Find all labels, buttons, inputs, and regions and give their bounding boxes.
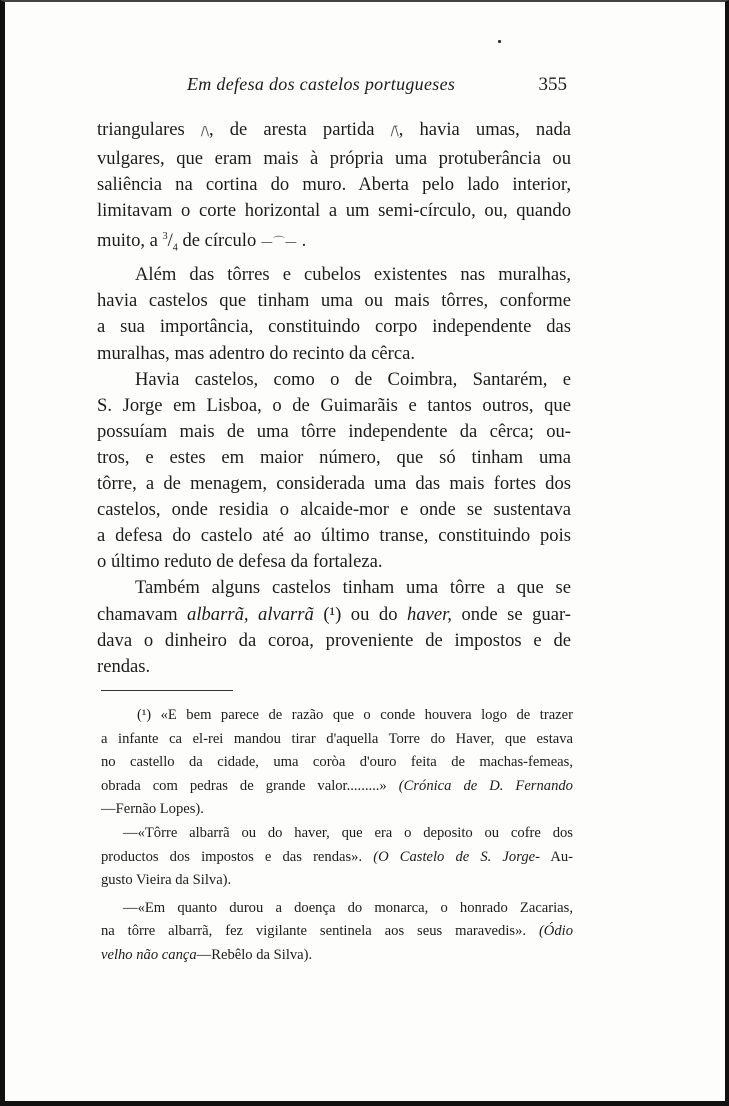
text-line: havia castelos que tinham uma ou mais tôrres, conforme	[97, 290, 571, 312]
note-line: —«Tôrre albarrã ou do haver, que era o deposito ou cofre dos	[123, 824, 573, 841]
triangle-symbol: /\	[200, 124, 209, 138]
running-head	[95, 74, 567, 102]
text-line: tôrre, a de menagem, considerada uma das mais fortes dos	[97, 473, 571, 495]
text-line: rendas.	[97, 655, 151, 677]
note-line: no castello da cidade, uma coròa d'ouro feita de machas-femeas,	[101, 754, 573, 771]
note-line: —Fernão Lopes).	[101, 801, 204, 818]
text-line: o último reduto de defesa da fortaleza.	[97, 551, 383, 573]
paragraph-1	[97, 115, 571, 262]
fraction: $^3/_4$	[162, 230, 178, 255]
paragraph-4	[97, 575, 571, 679]
running-title: Em defesa dos castelos portugueses	[187, 74, 456, 94]
speck	[498, 40, 501, 43]
text-line: a defesa do castelo até ao último transe, constituindo pois	[97, 525, 571, 547]
text-line: tros, e estes em maior número, que só tinham uma	[97, 446, 571, 468]
text-line: triangulares /\, de aresta partida /\̄, havia umas, nada	[97, 119, 572, 140]
note-line: obrada com pedras de grande valor.........» (Crónica de D. Fernando	[101, 777, 573, 794]
text-line: castelos, onde residia o alcaide-mor e onde se sustentava	[97, 499, 571, 521]
text-line: dava o dinheiro da coroa, proveniente de impostos e de	[97, 629, 571, 651]
arc-symbol: —⌒—	[260, 235, 297, 250]
text-line: a sua importância, constituindo corpo independente das	[97, 316, 571, 338]
note-line: (¹) «E bem parece de razão que o conde houvera logo de trazer	[137, 707, 573, 723]
footnote-2	[101, 822, 573, 893]
page-number: 355	[538, 74, 567, 95]
text-line: saliência na cortina do muro. Aberta pelo lado interior,	[97, 174, 571, 196]
partida-symbol: /\̄	[390, 124, 399, 138]
note-line: a infante ca el-rei mandou tirar d'aquella Torre do Haver, que estava	[101, 730, 573, 747]
text-line: chamavam albarrã, alvarrã (¹) ou do haver, onde se guar-	[97, 603, 571, 625]
note-line: —«Em quanto durou a doença do monarca, o honrado Zacarias,	[123, 899, 573, 916]
text-line: Havia castelos, como o de Coimbra, Santarém, e	[135, 368, 571, 390]
paragraph-2	[97, 262, 571, 366]
footnote-1	[101, 704, 573, 822]
text-line: possuíam mais de uma tôrre independente da cêrca; ou-	[97, 420, 571, 442]
body-text	[97, 115, 571, 680]
text-line: S. Jorge em Lisboa, o de Guimarãis e tantos outros, que	[97, 394, 571, 416]
note-line: na tôrre albarrã, fez vigilante sentinela aos seus maravedis». (Ódio	[101, 923, 573, 940]
footnote-3	[101, 897, 573, 968]
footnotes	[101, 704, 573, 968]
text-line: vulgares, que eram mais à própria uma protuberância ou	[97, 148, 571, 169]
note-line: gusto Vieira da Silva).	[101, 872, 232, 889]
text-line: muralhas, mas adentro do recinto da cêrca.	[97, 342, 416, 364]
note-line: productos dos impostos e das rendas». (O Castelo de S. Jorge- Au-	[101, 848, 574, 865]
text-line: limitavam o corte horizontal a um semi-círculo, ou, quando	[97, 200, 571, 222]
text-line: Também alguns castelos tinham uma tôrre a que se	[135, 577, 571, 599]
paragraph-3	[97, 367, 571, 576]
text-line: Além das tôrres e cubelos existentes nas muralhas,	[135, 264, 571, 286]
footnote-rule	[101, 690, 233, 691]
note-line: velho não cança—Rebêlo da Silva).	[101, 946, 313, 963]
text-line: muito, a $^3/_4$ de círculo —⌒— .	[97, 230, 307, 255]
